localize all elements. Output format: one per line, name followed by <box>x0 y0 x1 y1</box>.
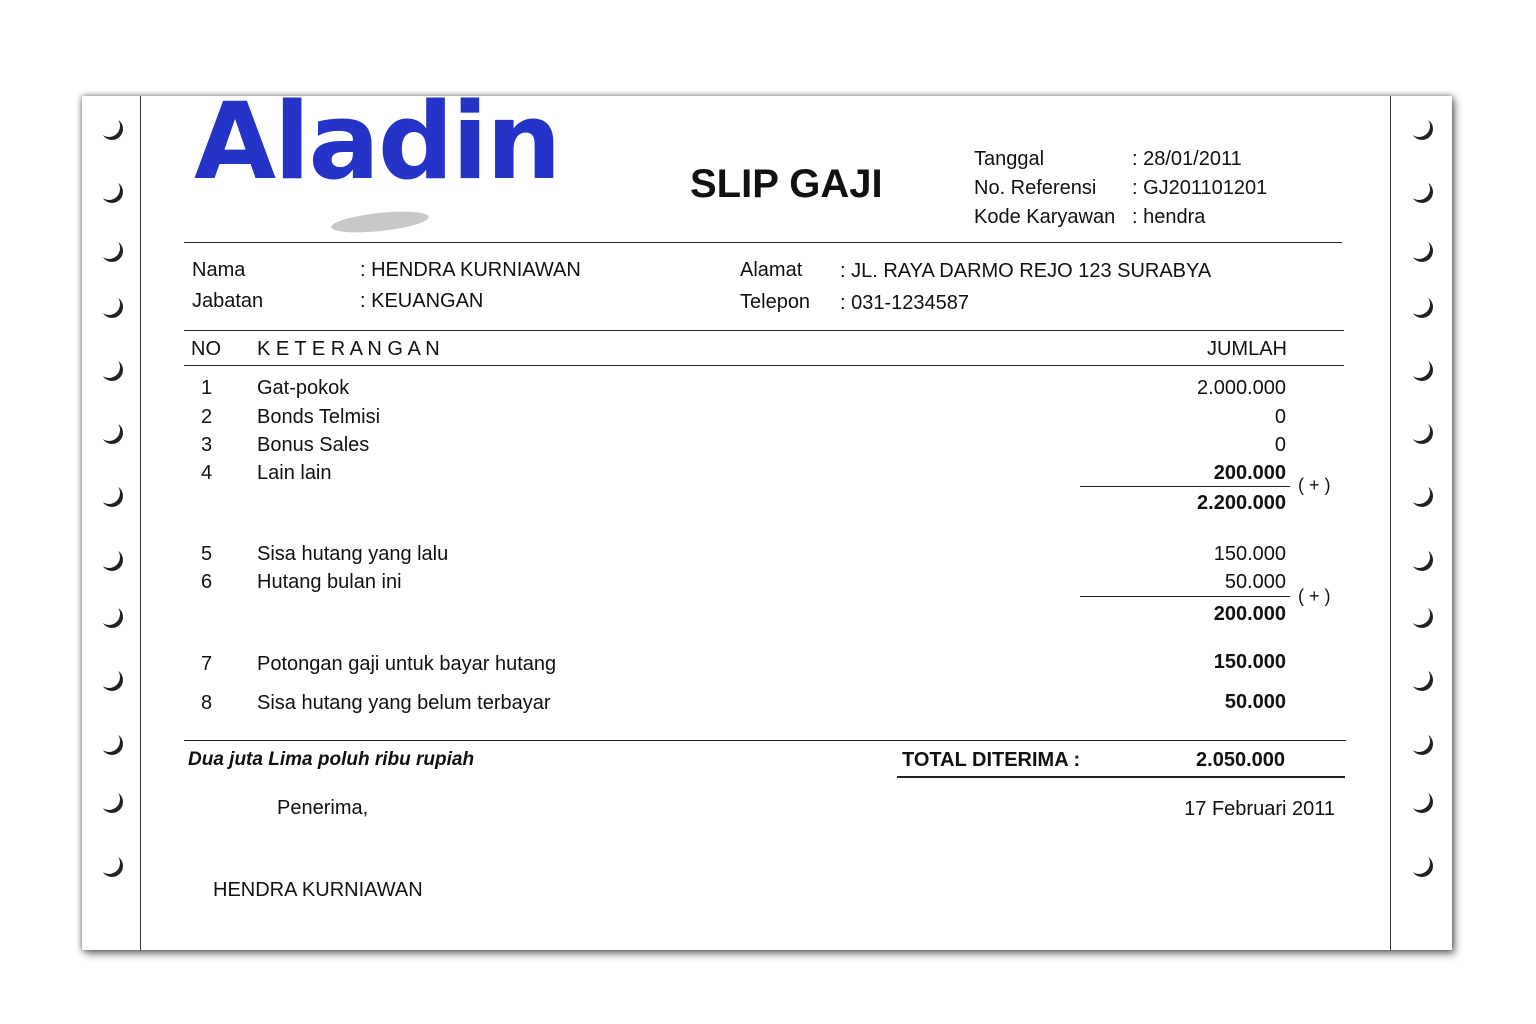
column-header-amount: JUMLAH <box>1206 338 1287 360</box>
row-7-amount: 150.000 <box>1213 651 1286 673</box>
total-underline <box>897 776 1345 778</box>
right-feed-hole-icon <box>1411 855 1433 877</box>
right-feed-hole-icon <box>1411 549 1433 571</box>
subtotal-1-line <box>1080 486 1290 487</box>
right-feed-hole-icon <box>1411 240 1433 262</box>
left-feed-hole-icon <box>101 118 123 140</box>
signature-date: 17 Februari 2011 <box>1184 798 1335 820</box>
row-3-no: 3 <box>201 434 213 456</box>
meta-employee-code-value: : hendra <box>1132 206 1206 228</box>
row-4-description: Lain lain <box>257 462 332 484</box>
left-feed-hole-icon <box>101 240 123 262</box>
left-feed-hole-icon <box>101 422 123 444</box>
table-header-divider <box>184 365 1344 366</box>
right-feed-hole-icon <box>1411 359 1433 381</box>
right-feed-hole-icon <box>1411 485 1433 507</box>
subtotal-1-value: 2.200.000 <box>1197 492 1286 514</box>
row-1-amount: 2.000.000 <box>1197 377 1286 399</box>
row-3-amount: 0 <box>1274 434 1286 456</box>
name-value: : HENDRA KURNIAWAN <box>360 259 581 281</box>
amount-in-words: Dua juta Lima poluh ribu rupiah <box>188 749 475 770</box>
right-feed-hole-icon <box>1411 606 1433 628</box>
column-header-no: NO <box>191 338 221 360</box>
header-divider <box>184 242 1342 243</box>
left-feed-hole-icon <box>101 359 123 381</box>
row-8-no: 8 <box>201 692 213 714</box>
left-feed-hole-icon <box>101 855 123 877</box>
total-received-value: 2.050.000 <box>1196 749 1285 771</box>
payslip-paper <box>82 96 1452 950</box>
left-feed-hole-icon <box>101 733 123 755</box>
column-header-description: K E T E R A N G A N <box>257 338 440 360</box>
phone-label: Telepon <box>740 291 811 313</box>
left-feed-hole-icon <box>101 669 123 691</box>
info-divider <box>184 330 1344 331</box>
phone-value: : 031-1234587 <box>840 292 970 314</box>
meta-date-label: Tanggal <box>974 148 1045 170</box>
document-title: SLIP GAJI <box>690 162 883 206</box>
receiver-label: Penerima, <box>277 797 369 819</box>
subtotal-2-value: 200.000 <box>1213 603 1286 625</box>
right-feed-hole-icon <box>1411 422 1433 444</box>
row-7-description: Potongan gaji untuk bayar hutang <box>257 653 557 675</box>
right-feed-hole-icon <box>1411 669 1433 691</box>
row-8-amount: 50.000 <box>1224 691 1286 713</box>
position-value: : KEUANGAN <box>360 290 484 312</box>
row-4-amount: 200.000 <box>1213 462 1286 484</box>
left-feed-hole-icon <box>101 549 123 571</box>
left-feed-hole-icon <box>101 791 123 813</box>
right-feed-hole-icon <box>1411 791 1433 813</box>
right-feed-hole-icon <box>1411 181 1433 203</box>
row-1-no: 1 <box>201 377 213 399</box>
receiver-name: HENDRA KURNIAWAN <box>213 879 423 901</box>
table-bottom-divider <box>184 740 1346 741</box>
meta-employee-code-label: Kode Karyawan <box>974 206 1116 228</box>
row-2-no: 2 <box>201 406 213 428</box>
right-feed-hole-icon <box>1411 296 1433 318</box>
subtotal-1-plus-marker: ( + ) <box>1298 475 1331 495</box>
left-feed-hole-icon <box>101 606 123 628</box>
row-5-no: 5 <box>201 543 213 565</box>
subtotal-2-plus-marker: ( + ) <box>1298 586 1331 606</box>
row-8-description: Sisa hutang yang belum terbayar <box>257 692 551 714</box>
meta-date-value: : 28/01/2011 <box>1132 148 1242 170</box>
row-2-description: Bonds Telmisi <box>257 406 381 428</box>
row-3-description: Bonus Sales <box>257 434 370 456</box>
row-5-description: Sisa hutang yang lalu <box>257 543 449 565</box>
total-received-label: TOTAL DITERIMA : <box>902 749 1081 771</box>
row-7-no: 7 <box>201 653 213 675</box>
address-label: Alamat <box>740 259 803 281</box>
left-perforation-line <box>140 96 141 950</box>
row-4-no: 4 <box>201 462 213 484</box>
position-label: Jabatan <box>192 290 264 312</box>
left-feed-hole-icon <box>101 485 123 507</box>
left-feed-hole-icon <box>101 181 123 203</box>
row-2-amount: 0 <box>1274 406 1286 428</box>
meta-reference-value: : GJ201101201 <box>1132 177 1268 199</box>
right-feed-hole-icon <box>1411 118 1433 140</box>
right-feed-hole-icon <box>1411 733 1433 755</box>
right-perforation-line <box>1390 96 1391 950</box>
logo-swoosh-icon <box>330 208 434 234</box>
address-value: : JL. RAYA DARMO REJO 123 SURABYA <box>840 260 1212 282</box>
row-6-description: Hutang bulan ini <box>257 571 402 593</box>
row-6-amount: 50.000 <box>1224 571 1286 593</box>
name-label: Nama <box>192 259 246 281</box>
company-logo: Aladin <box>194 80 560 203</box>
left-feed-hole-icon <box>101 296 123 318</box>
row-1-description: Gat-pokok <box>257 377 350 399</box>
subtotal-2-line <box>1080 596 1290 597</box>
row-5-amount: 150.000 <box>1213 543 1286 565</box>
meta-reference-label: No. Referensi <box>974 177 1097 199</box>
row-6-no: 6 <box>201 571 213 593</box>
